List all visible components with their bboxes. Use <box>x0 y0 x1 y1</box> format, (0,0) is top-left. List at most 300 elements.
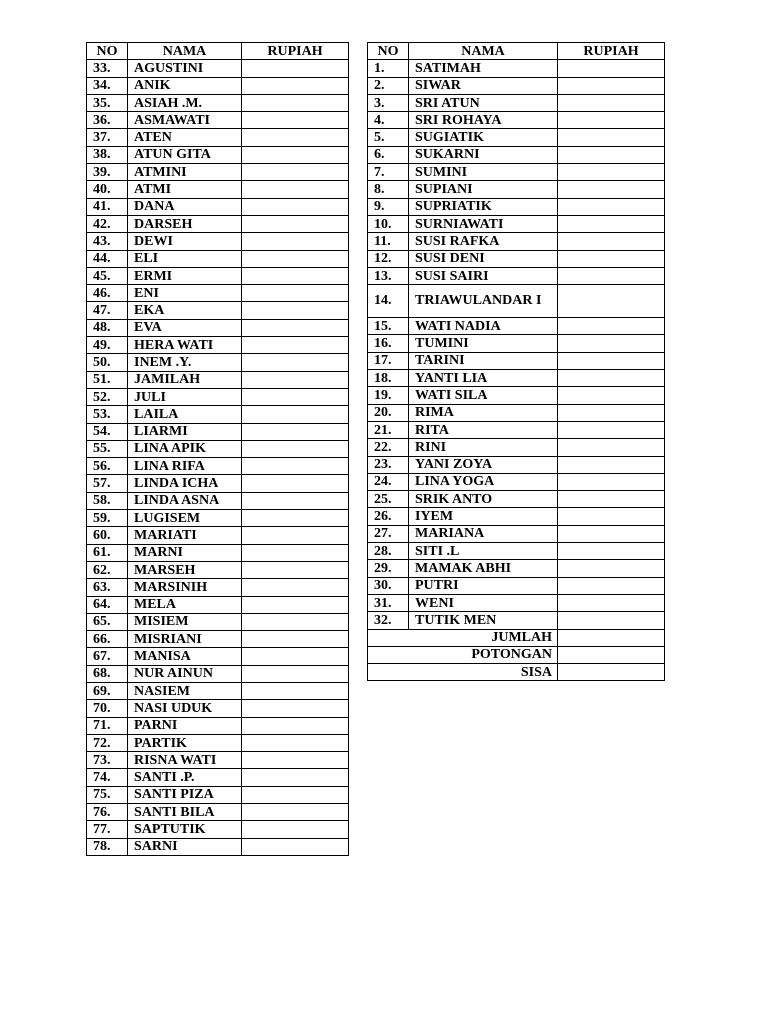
row-number: 34. <box>87 77 128 94</box>
header-row <box>368 43 665 60</box>
row-number: 52. <box>87 388 128 405</box>
table-row <box>87 734 349 751</box>
table-row <box>368 473 665 490</box>
row-name: LINA RIFA <box>128 458 242 475</box>
table-row <box>368 94 665 111</box>
row-number: 40. <box>87 181 128 198</box>
row-name: YANTI LIA <box>409 370 558 387</box>
row-name: SUSI RAFKA <box>409 233 558 250</box>
row-rupiah <box>242 423 349 440</box>
table-row <box>87 215 349 232</box>
row-name: JULI <box>128 388 242 405</box>
table-row <box>87 267 349 284</box>
table-row <box>87 337 349 354</box>
table-row <box>368 439 665 456</box>
table-row <box>87 804 349 821</box>
summary-value <box>558 646 665 663</box>
row-name: WENI <box>409 594 558 611</box>
row-rupiah <box>242 371 349 388</box>
row-name: NUR AINUN <box>128 665 242 682</box>
row-number: 17. <box>368 352 409 369</box>
row-rupiah <box>242 544 349 561</box>
row-name: MARNI <box>128 544 242 561</box>
row-number: 59. <box>87 510 128 527</box>
row-name: LAILA <box>128 406 242 423</box>
row-rupiah <box>242 198 349 215</box>
row-number: 46. <box>87 285 128 302</box>
row-number: 21. <box>368 421 409 438</box>
table-row <box>87 752 349 769</box>
row-name: SARNI <box>128 838 242 855</box>
row-number: 24. <box>368 473 409 490</box>
table-row <box>87 631 349 648</box>
row-name: SANTI .P. <box>128 769 242 786</box>
row-number: 70. <box>87 700 128 717</box>
row-rupiah <box>242 60 349 77</box>
table-row <box>87 475 349 492</box>
row-rupiah <box>242 146 349 163</box>
summary-row <box>368 629 665 646</box>
row-rupiah <box>242 561 349 578</box>
row-name: MARIATI <box>128 527 242 544</box>
table-row <box>368 456 665 473</box>
row-number: 74. <box>87 769 128 786</box>
row-name: SATIMAH <box>409 60 558 77</box>
table-row <box>87 406 349 423</box>
row-name: LIARMI <box>128 423 242 440</box>
row-rupiah <box>558 352 665 369</box>
row-rupiah <box>242 475 349 492</box>
table-row <box>87 648 349 665</box>
row-name: DANA <box>128 198 242 215</box>
table-row <box>87 613 349 630</box>
row-name: IYEM <box>409 508 558 525</box>
row-name: SUPRIATIK <box>409 198 558 215</box>
row-number: 77. <box>87 821 128 838</box>
row-rupiah <box>242 682 349 699</box>
table-row <box>87 510 349 527</box>
row-rupiah <box>242 440 349 457</box>
row-name: RINI <box>409 439 558 456</box>
table-row <box>87 682 349 699</box>
row-number: 67. <box>87 648 128 665</box>
row-name: LUGISEM <box>128 510 242 527</box>
row-name: LINDA ICHA <box>128 475 242 492</box>
table-row <box>87 388 349 405</box>
row-rupiah <box>242 181 349 198</box>
row-name: ASMAWATI <box>128 112 242 129</box>
table-row <box>87 561 349 578</box>
row-name: RIMA <box>409 404 558 421</box>
header-row <box>87 43 349 60</box>
table-row <box>368 594 665 611</box>
row-number: 32. <box>368 612 409 629</box>
row-name: HERA WATI <box>128 337 242 354</box>
row-name: NASI UDUK <box>128 700 242 717</box>
row-name: TUMINI <box>409 335 558 352</box>
row-rupiah <box>242 388 349 405</box>
row-number: 69. <box>87 682 128 699</box>
row-rupiah <box>558 370 665 387</box>
row-name: SUMINI <box>409 164 558 181</box>
row-rupiah <box>242 129 349 146</box>
table-row <box>87 544 349 561</box>
row-number: 47. <box>87 302 128 319</box>
row-rupiah <box>558 456 665 473</box>
row-name: WATI NADIA <box>409 318 558 335</box>
table-row <box>87 60 349 77</box>
row-rupiah <box>558 164 665 181</box>
table-row <box>87 198 349 215</box>
row-number: 58. <box>87 492 128 509</box>
row-name: LINA APIK <box>128 440 242 457</box>
table-row <box>87 302 349 319</box>
row-name: MARSINIH <box>128 579 242 596</box>
row-name: SITI .L <box>409 543 558 560</box>
row-name: LINA YOGA <box>409 473 558 490</box>
row-number: 23. <box>368 456 409 473</box>
row-rupiah <box>558 594 665 611</box>
row-rupiah <box>242 769 349 786</box>
row-number: 41. <box>87 198 128 215</box>
row-number: 48. <box>87 319 128 336</box>
row-rupiah <box>242 233 349 250</box>
row-name: YANI ZOYA <box>409 456 558 473</box>
row-number: 60. <box>87 527 128 544</box>
row-name: ATUN GITA <box>128 146 242 163</box>
row-name: SUKARNI <box>409 146 558 163</box>
row-rupiah <box>558 198 665 215</box>
row-number: 10. <box>368 215 409 232</box>
row-rupiah <box>558 250 665 267</box>
row-number: 4. <box>368 112 409 129</box>
row-number: 7. <box>368 164 409 181</box>
row-name: SANTI BILA <box>128 804 242 821</box>
row-rupiah <box>558 387 665 404</box>
table-row <box>368 112 665 129</box>
row-name: ERMI <box>128 267 242 284</box>
row-rupiah <box>242 250 349 267</box>
row-number: 27. <box>368 525 409 542</box>
row-rupiah <box>558 439 665 456</box>
header-nama: NAMA <box>409 43 558 60</box>
table-row <box>87 77 349 94</box>
row-number: 26. <box>368 508 409 525</box>
row-number: 76. <box>87 804 128 821</box>
row-number: 25. <box>368 491 409 508</box>
table-row <box>368 612 665 629</box>
row-rupiah <box>558 181 665 198</box>
table-row <box>87 579 349 596</box>
row-number: 54. <box>87 423 128 440</box>
table-row <box>368 215 665 232</box>
row-rupiah <box>558 215 665 232</box>
row-number: 56. <box>87 458 128 475</box>
row-name: PARNI <box>128 717 242 734</box>
table-row <box>368 233 665 250</box>
row-name: ENI <box>128 285 242 302</box>
table-row <box>87 717 349 734</box>
table-row <box>87 527 349 544</box>
left-table-body <box>87 60 349 856</box>
table-row <box>368 285 665 318</box>
row-name: SUPIANI <box>409 181 558 198</box>
row-rupiah <box>558 318 665 335</box>
row-rupiah <box>242 700 349 717</box>
table-row <box>87 129 349 146</box>
row-rupiah <box>558 60 665 77</box>
table-row <box>368 335 665 352</box>
row-name: ATEN <box>128 129 242 146</box>
right-table-body <box>368 60 665 681</box>
row-number: 61. <box>87 544 128 561</box>
summary-label: SISA <box>368 664 558 681</box>
row-rupiah <box>242 337 349 354</box>
row-number: 51. <box>87 371 128 388</box>
table-row <box>87 786 349 803</box>
row-rupiah <box>558 129 665 146</box>
row-number: 16. <box>368 335 409 352</box>
row-rupiah <box>242 717 349 734</box>
row-number: 39. <box>87 164 128 181</box>
row-name: SRIK ANTO <box>409 491 558 508</box>
table-row <box>87 838 349 855</box>
row-name: SRI ROHAYA <box>409 112 558 129</box>
row-name: JAMILAH <box>128 371 242 388</box>
row-name: MAMAK ABHI <box>409 560 558 577</box>
table-row <box>368 525 665 542</box>
table-row <box>368 164 665 181</box>
table-row <box>87 233 349 250</box>
row-name: ATMINI <box>128 164 242 181</box>
header-rupiah: RUPIAH <box>558 43 665 60</box>
table-row <box>368 421 665 438</box>
row-rupiah <box>558 335 665 352</box>
row-name: SUGIATIK <box>409 129 558 146</box>
row-number: 5. <box>368 129 409 146</box>
summary-label: POTONGAN <box>368 646 558 663</box>
row-number: 50. <box>87 354 128 371</box>
row-number: 73. <box>87 752 128 769</box>
header-nama: NAMA <box>128 43 242 60</box>
header-no: NO <box>368 43 409 60</box>
row-rupiah <box>558 404 665 421</box>
row-rupiah <box>558 77 665 94</box>
row-name: MELA <box>128 596 242 613</box>
row-rupiah <box>242 458 349 475</box>
row-name: SURNIAWATI <box>409 215 558 232</box>
row-number: 36. <box>87 112 128 129</box>
row-rupiah <box>558 577 665 594</box>
row-number: 20. <box>368 404 409 421</box>
table-row <box>87 371 349 388</box>
row-number: 37. <box>87 129 128 146</box>
row-rupiah <box>242 579 349 596</box>
row-rupiah <box>558 543 665 560</box>
row-number: 49. <box>87 337 128 354</box>
row-name: TARINI <box>409 352 558 369</box>
row-rupiah <box>242 821 349 838</box>
row-number: 14. <box>368 285 409 318</box>
table-row <box>368 77 665 94</box>
table-row <box>87 700 349 717</box>
row-name: EVA <box>128 319 242 336</box>
row-number: 64. <box>87 596 128 613</box>
row-name: MISIEM <box>128 613 242 630</box>
row-rupiah <box>242 786 349 803</box>
table-row <box>87 319 349 336</box>
row-name: DEWI <box>128 233 242 250</box>
row-number: 53. <box>87 406 128 423</box>
row-rupiah <box>242 613 349 630</box>
summary-label: JUMLAH <box>368 629 558 646</box>
row-name: AGUSTINI <box>128 60 242 77</box>
table-row <box>87 354 349 371</box>
table-row <box>87 146 349 163</box>
row-number: 55. <box>87 440 128 457</box>
row-number: 62. <box>87 561 128 578</box>
table-row <box>87 440 349 457</box>
table-row <box>87 250 349 267</box>
table-row <box>87 94 349 111</box>
row-rupiah <box>242 527 349 544</box>
table-row <box>368 387 665 404</box>
row-number: 72. <box>87 734 128 751</box>
row-name: SRI ATUN <box>409 94 558 111</box>
row-rupiah <box>242 354 349 371</box>
row-rupiah <box>558 491 665 508</box>
table-row <box>368 198 665 215</box>
table-row <box>87 596 349 613</box>
row-rupiah <box>242 492 349 509</box>
table-row <box>368 146 665 163</box>
table-row <box>368 318 665 335</box>
table-row <box>87 665 349 682</box>
row-number: 71. <box>87 717 128 734</box>
summary-row <box>368 646 665 663</box>
row-rupiah <box>242 838 349 855</box>
table-row <box>368 60 665 77</box>
row-rupiah <box>242 804 349 821</box>
row-rupiah <box>558 612 665 629</box>
table-row <box>368 508 665 525</box>
table-row <box>87 164 349 181</box>
row-number: 65. <box>87 613 128 630</box>
row-rupiah <box>558 94 665 111</box>
row-name: RITA <box>409 421 558 438</box>
row-rupiah <box>242 648 349 665</box>
row-rupiah <box>558 508 665 525</box>
table-row <box>87 769 349 786</box>
table-row <box>368 250 665 267</box>
row-rupiah <box>242 665 349 682</box>
row-name: ATMI <box>128 181 242 198</box>
row-rupiah <box>242 319 349 336</box>
row-name: PARTIK <box>128 734 242 751</box>
row-name: EKA <box>128 302 242 319</box>
row-name: MISRIANI <box>128 631 242 648</box>
row-number: 6. <box>368 146 409 163</box>
row-number: 11. <box>368 233 409 250</box>
row-number: 31. <box>368 594 409 611</box>
row-name: INEM .Y. <box>128 354 242 371</box>
table-row <box>87 112 349 129</box>
table-row <box>368 181 665 198</box>
header-rupiah: RUPIAH <box>242 43 349 60</box>
header-no: NO <box>87 43 128 60</box>
row-number: 35. <box>87 94 128 111</box>
row-rupiah <box>242 734 349 751</box>
row-number: 66. <box>87 631 128 648</box>
table-row <box>368 543 665 560</box>
row-rupiah <box>558 525 665 542</box>
table-row <box>87 423 349 440</box>
row-name: ANIK <box>128 77 242 94</box>
table-row <box>368 577 665 594</box>
row-rupiah <box>242 406 349 423</box>
row-number: 9. <box>368 198 409 215</box>
row-name: ASIAH .M. <box>128 94 242 111</box>
row-name: LINDA ASNA <box>128 492 242 509</box>
row-rupiah <box>242 215 349 232</box>
row-name: SIWAR <box>409 77 558 94</box>
left-name-table <box>86 42 349 856</box>
row-number: 78. <box>87 838 128 855</box>
table-row <box>87 458 349 475</box>
row-number: 8. <box>368 181 409 198</box>
row-name: NASIEM <box>128 682 242 699</box>
row-rupiah <box>242 510 349 527</box>
row-name: SUSI SAIRI <box>409 267 558 284</box>
table-row <box>368 129 665 146</box>
summary-row <box>368 664 665 681</box>
row-name: MARSEH <box>128 561 242 578</box>
row-number: 68. <box>87 665 128 682</box>
row-number: 63. <box>87 579 128 596</box>
row-rupiah <box>242 596 349 613</box>
row-rupiah <box>558 421 665 438</box>
table-row <box>368 267 665 284</box>
row-rupiah <box>558 560 665 577</box>
row-number: 19. <box>368 387 409 404</box>
row-number: 28. <box>368 543 409 560</box>
row-number: 15. <box>368 318 409 335</box>
row-rupiah <box>242 752 349 769</box>
row-name: DARSEH <box>128 215 242 232</box>
row-number: 29. <box>368 560 409 577</box>
row-rupiah <box>242 631 349 648</box>
right-name-table <box>367 42 665 681</box>
table-row <box>368 404 665 421</box>
row-rupiah <box>242 94 349 111</box>
row-rupiah <box>558 233 665 250</box>
table-row <box>368 370 665 387</box>
row-name: SAPTUTIK <box>128 821 242 838</box>
row-name: SUSI DENI <box>409 250 558 267</box>
row-number: 1. <box>368 60 409 77</box>
row-name: ELI <box>128 250 242 267</box>
row-number: 13. <box>368 267 409 284</box>
summary-value <box>558 629 665 646</box>
row-number: 3. <box>368 94 409 111</box>
row-number: 2. <box>368 77 409 94</box>
summary-value <box>558 664 665 681</box>
row-number: 38. <box>87 146 128 163</box>
row-rupiah <box>558 146 665 163</box>
row-number: 44. <box>87 250 128 267</box>
row-rupiah <box>558 267 665 284</box>
table-row <box>87 821 349 838</box>
